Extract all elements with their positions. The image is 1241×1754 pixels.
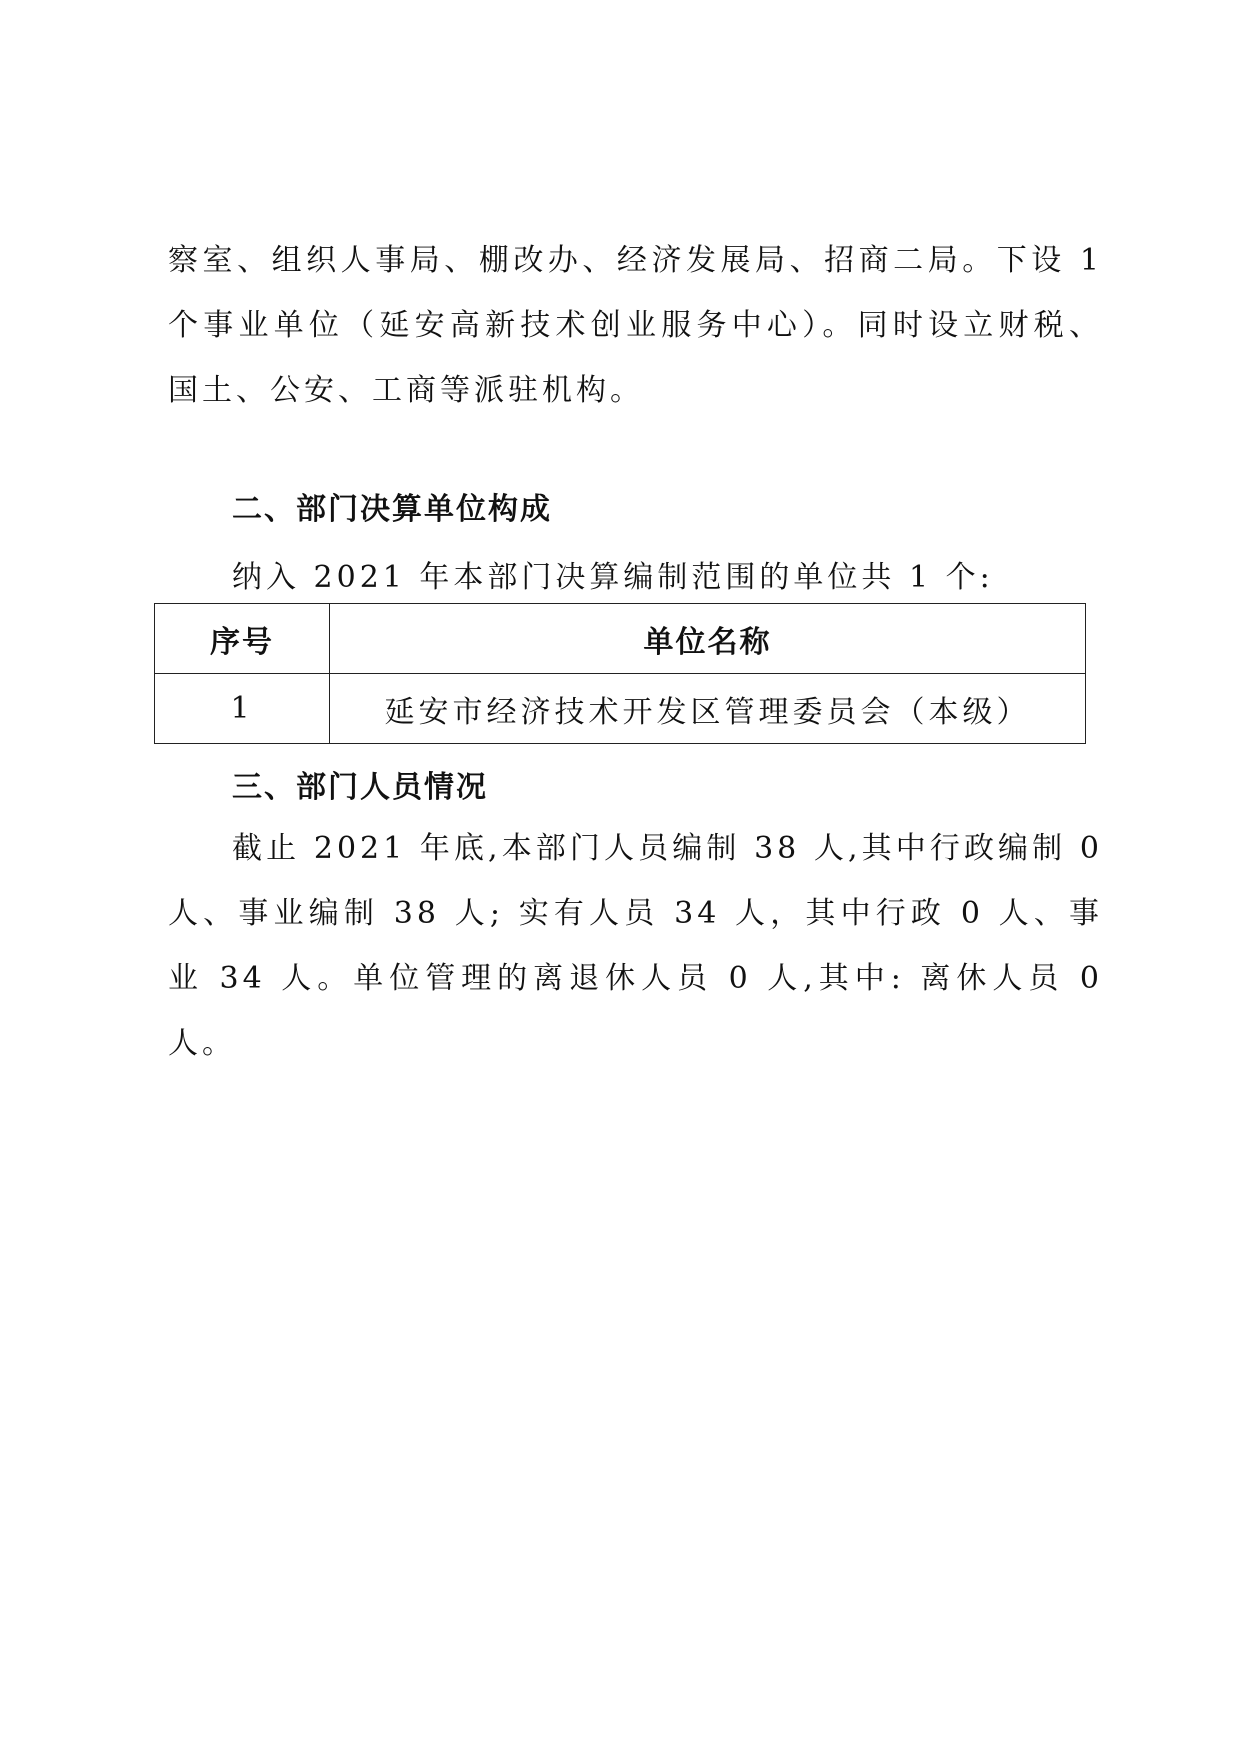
unit-scope-paragraph: 纳入 2021 年本部门决算编制范围的单位共 1 个: <box>232 560 994 595</box>
table-header-serial: 序号 <box>155 604 330 674</box>
staff-paragraph: 截止 2021 年底,本部门人员编制 38 人,其中行政编制 0 人、事业编制 38 人; 实有人员 34 人，其中行政 0 人、事业 34 人。单位管理的离退休人员 0 人,其中: 离休人员 0 人。 <box>168 831 1103 1061</box>
table-row <box>155 674 1086 744</box>
table-cell-serial: 1 <box>155 674 330 744</box>
table-cell-unit-name: 延安市经济技术开发区管理委员会（本级） <box>330 674 1086 744</box>
section-heading-staff: 三、部门人员情况 <box>232 770 488 805</box>
table-header-unit-name: 单位名称 <box>330 604 1086 674</box>
table-header-row <box>155 604 1086 674</box>
intro-paragraph: 察室、组织人事局、棚改办、经济发展局、招商二局。下设 1 个事业单位（延安高新技术创业服务中心）。同时设立财税、国土、公安、工商等派驻机构。 <box>168 243 1103 408</box>
unit-table <box>154 603 1086 744</box>
section-heading-unit-composition: 二、部门决算单位构成 <box>232 492 552 527</box>
